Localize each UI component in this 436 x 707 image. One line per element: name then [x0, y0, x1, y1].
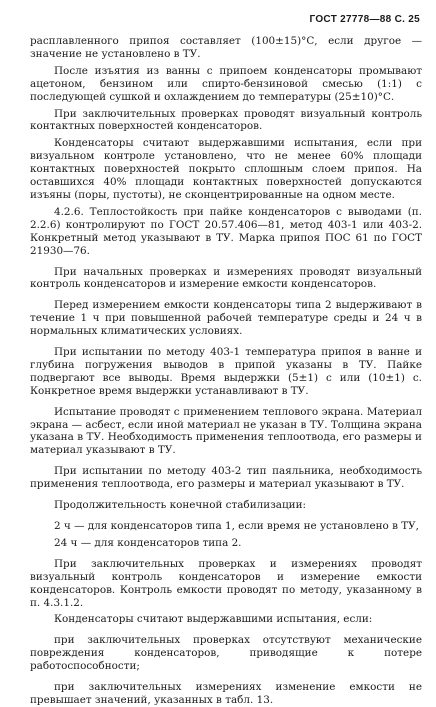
paragraph: Продолжительность конечной стабилизации: [54, 499, 307, 512]
paragraph: Испытание проводят с применением теплового экрана. Материал экрана — асбест, если иной материал не указан в ТУ. Толщина экрана указана в ТУ. Необходимость применения теплоотвода, его размеры и материал указывают в ТУ. [30, 405, 422, 457]
paragraph: При испытании по методу 403-1 температура припоя в ванне и глубина погружения выводов в припой указаны в ТУ. Пайке подвергают все выводы. Время выдержки (5±1) с или (10±1) с. Конкретное время выдержки устанавливают в ТУ. [30, 346, 422, 397]
paragraph: При заключительных проверках и измерениях проводят визуальный контроль конденсаторов и измерение емкости конденсаторов. Контроль емкости проводят по методу, указанному в п. 4.3.1.2. [30, 557, 422, 609]
paragraph: 2 ч — для конденсаторов типа 1, если время не установлено в ТУ, [54, 520, 419, 532]
paragraph: Конденсаторы считают выдержавшими испытания, если при визуальном контроле установлено, что не менее 60% площади контактных поверхностей покрыто сплошным слоем припоя. На оставшихся 40% площади контактных поверхностей допускаются изъяны (поры, пустоты), не сконцентрированные на одном месте. [30, 137, 422, 201]
paragraph: расплавленного припоя составляет (100±15)°С, если другое — значение не установлено в ТУ. [30, 35, 422, 60]
paragraph: При заключительных проверках проводят визуальный контроль контактных поверхностей конденсаторов. [30, 107, 422, 133]
paragraph: при заключительных проверках отсутствуют механические повреждения конденсаторов, приводящие к потере работоспособности; [30, 634, 422, 673]
paragraph: при заключительных измерениях изменение емкости не превышает значений, указанных в табл. 13. [30, 681, 422, 706]
document-body [30, 35, 422, 707]
paragraph: При испытании по методу 403-2 тип паяльника, необходимость применения теплоотвода, его размеры и материал указывают в ТУ. [30, 465, 422, 491]
paragraph: Конденсаторы считают выдержавшими испытания, если: [54, 613, 373, 626]
paragraph: При начальных проверках и измерениях проводят визуальный контроль конденсаторов и измерение емкости конденсаторов. [30, 265, 422, 291]
paragraph: 24 ч — для конденсаторов типа 2. [54, 536, 242, 549]
paragraph: 4.2.6. Теплостойкость при пайке конденсаторов с выводами (п. 2.2.6) контролируют по ГОСТ 20.57.406—81, метод 403-1 или 403-2. Конкретный метод указывают в ТУ. Марка припоя ПОС 61 по ГОСТ 21930—76. [30, 205, 422, 257]
page-header: ГОСТ 27778—88 С. 25 [309, 14, 420, 25]
paragraph: После изъятия из ванны с припоем конденсаторы промывают ацетоном, бензином или спирто-бензиновой смесью (1:1) с последующей сушкой и охлаждением до температуры (25±10)°С. [30, 64, 422, 103]
paragraph: Перед измерением емкости конденсаторы типа 2 выдерживают в течение 1 ч при повышенной рабочей температуре среды и 24 ч в нормальных климатических условиях. [30, 299, 422, 338]
